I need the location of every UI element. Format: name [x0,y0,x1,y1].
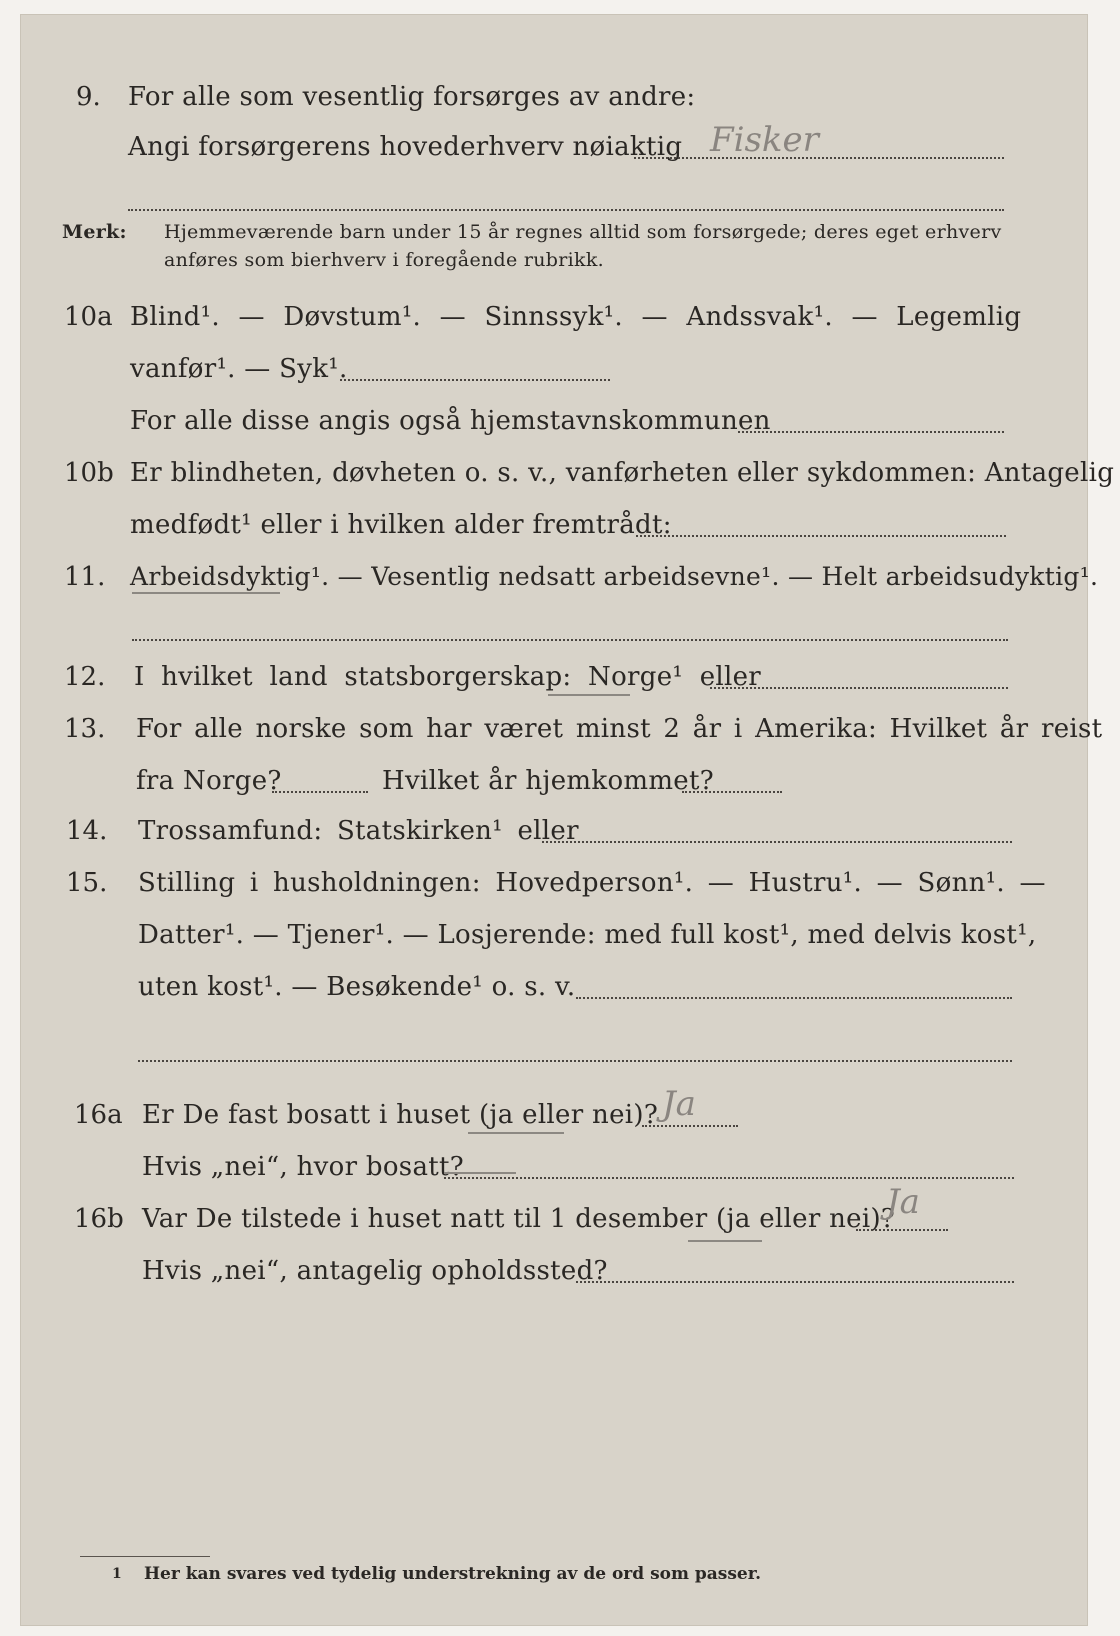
q9-handwritten-answer: Fisker [710,120,819,160]
q11-number: 11. [64,562,106,592]
q9-line2: Angi forsørgerens hovederhverv nøiaktig [128,132,683,162]
q10a-line3: For alle disse angis også hjemstavnskommunen [130,406,771,436]
q16a-handwritten-underline-2 [444,1172,516,1174]
q14-answer-line[interactable] [542,841,1012,843]
q15-line1: Stilling i husholdningen: Hovedperson¹. — Hustru¹. — Sønn¹. — [138,868,1046,898]
q9-answer-line[interactable] [634,157,1004,159]
q14-number: 14. [66,816,108,846]
q9-number: 9. [76,82,101,112]
q16b-line2: Hvis „nei“, antagelig opholdssted? [142,1256,608,1286]
q13-line1: For alle norske som har været minst 2 år i Amerika: Hvilket år reist [136,714,1103,744]
q12-answer-line[interactable] [710,687,1008,689]
q13-reist-line[interactable] [272,791,368,793]
q10b-number: 10b [64,458,114,488]
census-form-page [20,14,1115,1626]
q10b-line2: medfødt¹ eller i hvilken alder fremtrådt: [130,510,672,540]
q16b-opholdssted-line[interactable] [576,1281,1014,1283]
q16b-line1: Var De tilstede i huset natt til 1 desember (ja eller nei)? [142,1204,896,1234]
q10a-line2: vanfør¹. — Syk¹. [130,354,348,384]
q16a-handwritten-underline [468,1132,564,1134]
q12-line1: I hvilket land statsborgerskap: Norge¹ eller [134,662,762,692]
q11-extra-line[interactable] [132,639,1008,641]
merk-line1: Hjemmeværende barn under 15 år regnes alltid som forsørgede; deres eget erhverv [164,221,1002,243]
q16b-handwritten-underline [688,1240,762,1242]
q16a-line2: Hvis „nei“, hvor bosatt? [142,1152,464,1182]
q11-line1: Arbeidsdyktig¹. — Vesentlig nedsatt arbeidsevne¹. — Helt arbeidsudyktig¹. [130,562,1099,591]
q10a-hjemstavn-line[interactable] [738,431,1004,433]
q16a-line1: Er De fast bosatt i huset (ja eller nei)? [142,1100,659,1130]
q16b-handwritten-answer: Ja [886,1182,920,1222]
q12-handwritten-underline [548,694,630,696]
footnote-text: Her kan svares ved tydelig understrekning av de ord som passer. [144,1564,762,1584]
q16a-answer-line[interactable] [642,1125,738,1127]
q9-extra-line[interactable] [128,209,1004,211]
q15-extra-line[interactable] [138,1060,1012,1062]
q15-number: 15. [66,868,108,898]
q10b-answer-line[interactable] [636,535,1006,537]
q11-handwritten-underline [132,592,280,594]
q12-number: 12. [64,662,106,692]
q16a-bosatt-line[interactable] [444,1177,1014,1179]
q15-line3: uten kost¹. — Besøkende¹ o. s. v. [138,972,576,1002]
q16b-number: 16b [74,1204,124,1234]
q13-number: 13. [64,714,106,744]
footnote-rule [80,1556,210,1557]
q14-line1: Trossamfund: Statskirken¹ eller [138,816,579,846]
merk-label: Merk: [62,221,127,243]
q10a-line1: Blind¹. — Døvstum¹. — Sinnssyk¹. — Andssvak¹. — Legemlig [130,302,1022,332]
q15-line2: Datter¹. — Tjener¹. — Losjerende: med full kost¹, med delvis kost¹, [138,920,1037,950]
merk-line2: anføres som bierhverv i foregående rubrikk. [164,249,604,271]
q16a-number: 16a [74,1100,123,1130]
q10a-syk-line[interactable] [340,379,610,381]
q13-line2b: Hvilket år hjemkommet? [382,766,714,796]
footnote-mark: 1 [112,1566,122,1582]
q15-answer-line[interactable] [576,997,1012,999]
q13-hjemkommet-line[interactable] [682,791,782,793]
q10a-number: 10a [64,302,113,332]
q13-line2a: fra Norge? [136,766,282,796]
q9-line1: For alle som vesentlig forsørges av andre: [128,82,696,112]
q16a-handwritten-answer: Ja [662,1084,696,1124]
q16b-answer-line[interactable] [856,1229,948,1231]
q10b-line1: Er blindheten, døvheten o. s. v., vanførheten eller sykdommen: Antagelig [130,458,1115,488]
